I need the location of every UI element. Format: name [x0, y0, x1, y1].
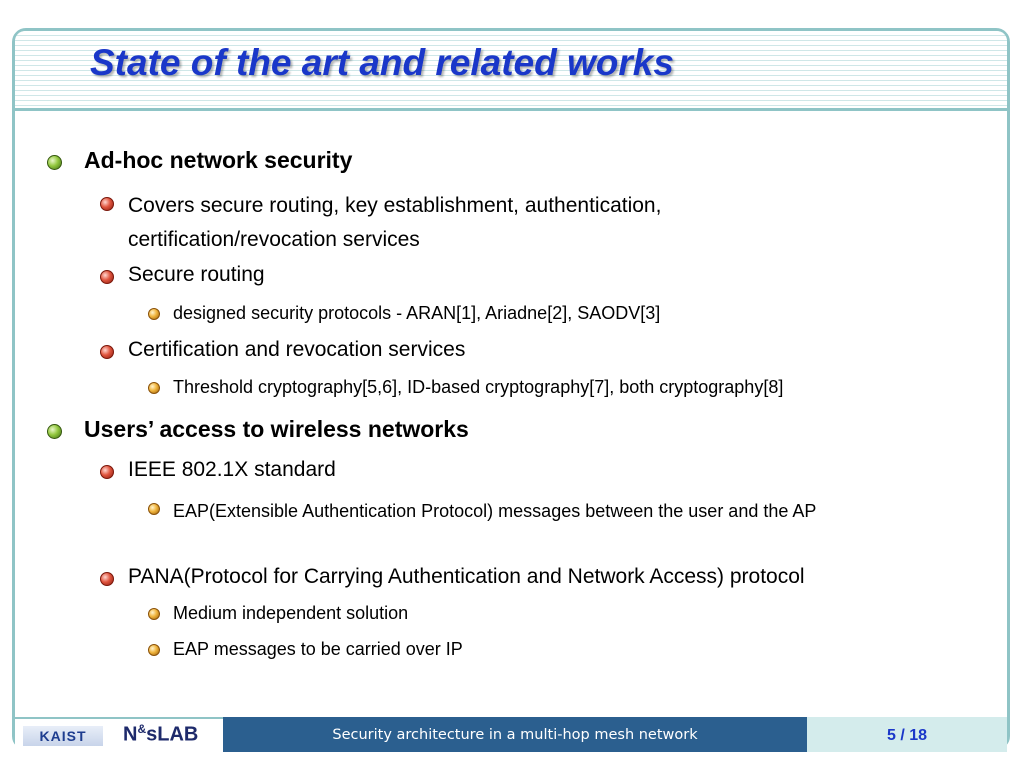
bullet-users-access: Users’ access to wireless networks: [84, 416, 469, 442]
bullet-covers-secure-routing: Covers secure routing, key establishment, authentication, certification/revocation services: [128, 194, 662, 251]
bullet-certification-revocation: Certification and revocation services: [128, 338, 466, 361]
title-divider: [15, 108, 1007, 111]
bullet-eap-over-ip: EAP messages to be carried over IP: [173, 639, 463, 659]
orange-sphere-bullet-icon: [148, 644, 160, 656]
kaist-logo: KAIST: [23, 726, 103, 746]
bullet-designed-protocols: designed security protocols - ARAN[1], Ariadne[2], SAODV[3]: [173, 303, 661, 323]
orange-sphere-bullet-icon: [148, 308, 160, 320]
bullet-secure-routing: Secure routing: [128, 263, 265, 286]
red-sphere-bullet-icon: [100, 345, 114, 359]
nslab-logo: N&sLAB: [123, 722, 199, 746]
green-sphere-bullet-icon: [47, 155, 62, 170]
orange-sphere-bullet-icon: [148, 503, 160, 515]
footer-title: Security architecture in a multi-hop mesh network: [223, 717, 807, 752]
bullet-ieee-8021x: IEEE 802.1X standard: [128, 458, 336, 481]
bullet-threshold-cryptography: Threshold cryptography[5,6], ID-based cryptography[7], both cryptography[8]: [173, 377, 784, 397]
orange-sphere-bullet-icon: [148, 608, 160, 620]
bullet-pana: PANA(Protocol for Carrying Authentication and Network Access) protocol: [128, 565, 805, 588]
red-sphere-bullet-icon: [100, 465, 114, 479]
slide-footer: [15, 717, 1007, 752]
slide-title: State of the art and related works: [90, 42, 674, 83]
bullet-eap-messages: EAP(Extensible Authentication Protocol) messages between the user and the AP: [173, 501, 817, 521]
page-number: 5 / 18: [807, 717, 1007, 752]
red-sphere-bullet-icon: [100, 572, 114, 586]
red-sphere-bullet-icon: [100, 270, 114, 284]
red-sphere-bullet-icon: [100, 197, 114, 211]
bullet-medium-independent: Medium independent solution: [173, 603, 409, 623]
green-sphere-bullet-icon: [47, 424, 62, 439]
orange-sphere-bullet-icon: [148, 382, 160, 394]
footer-logos: [15, 717, 223, 754]
bullet-ad-hoc-security: Ad-hoc network security: [84, 147, 353, 173]
